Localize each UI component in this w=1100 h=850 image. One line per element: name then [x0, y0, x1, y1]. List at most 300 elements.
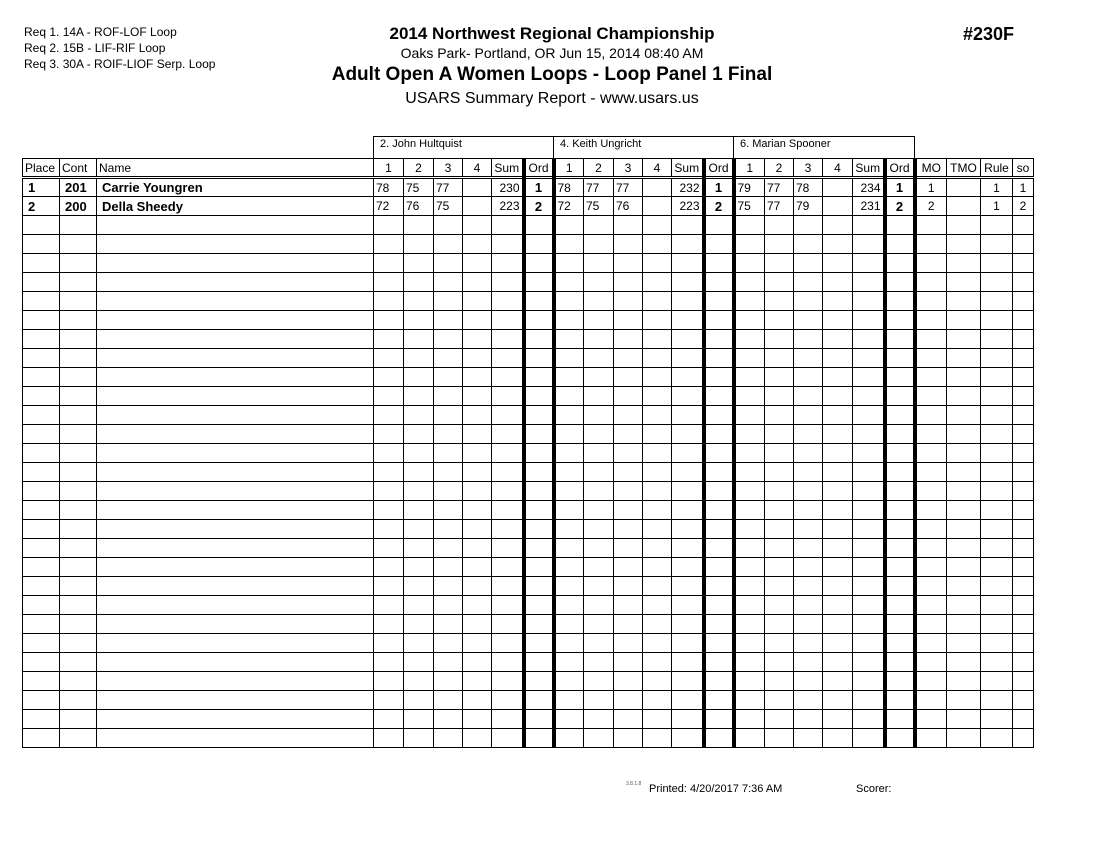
empty-cell: [823, 577, 853, 596]
col-header-j1-s3: 3: [434, 159, 463, 178]
empty-cell: [765, 463, 794, 482]
empty-cell: [947, 634, 981, 653]
mo-cell: 2: [915, 197, 947, 216]
empty-cell: [374, 463, 404, 482]
empty-cell: [765, 235, 794, 254]
empty-cell: [434, 520, 463, 539]
empty-cell: [981, 634, 1013, 653]
empty-cell: [463, 520, 492, 539]
empty-cell: [554, 634, 584, 653]
empty-cell: [404, 387, 434, 406]
empty-cell: [704, 691, 734, 710]
empty-cell: [97, 653, 374, 672]
empty-cell: [734, 406, 765, 425]
empty-cell: [672, 653, 704, 672]
empty-cell: [554, 482, 584, 501]
empty-cell: [60, 672, 97, 691]
empty-cell: [885, 273, 915, 292]
empty-cell: [915, 729, 947, 748]
empty-cell: [614, 387, 643, 406]
empty-cell: [947, 463, 981, 482]
empty-cell: [492, 273, 524, 292]
empty-cell: [584, 710, 614, 729]
j1-score2: 75: [404, 178, 434, 197]
empty-cell: [853, 368, 885, 387]
empty-cell: [794, 349, 823, 368]
empty-cell: [492, 330, 524, 349]
empty-cell: [734, 349, 765, 368]
empty-cell: [1013, 463, 1034, 482]
empty-cell: [23, 216, 60, 235]
empty-cell: [434, 273, 463, 292]
empty-table-row: [23, 501, 1034, 520]
empty-cell: [885, 311, 915, 330]
empty-cell: [1013, 444, 1034, 463]
empty-table-row: [23, 330, 1034, 349]
requirement-1: Req 1. 14A - ROF-LOF Loop: [24, 25, 177, 39]
empty-cell: [524, 387, 554, 406]
location-datetime: [0, 45, 1100, 61]
empty-cell: [947, 596, 981, 615]
empty-cell: [434, 691, 463, 710]
empty-cell: [23, 406, 60, 425]
empty-cell: [97, 444, 374, 463]
empty-table-row: [23, 349, 1034, 368]
empty-cell: [463, 273, 492, 292]
empty-table-row: [23, 634, 1034, 653]
empty-cell: [614, 254, 643, 273]
empty-cell: [492, 349, 524, 368]
empty-cell: [704, 349, 734, 368]
empty-cell: [915, 539, 947, 558]
empty-cell: [885, 729, 915, 748]
empty-cell: [672, 387, 704, 406]
empty-cell: [614, 311, 643, 330]
j1-score4: [463, 178, 492, 197]
empty-cell: [885, 577, 915, 596]
empty-cell: [643, 444, 672, 463]
empty-cell: [1013, 349, 1034, 368]
empty-cell: [981, 691, 1013, 710]
empty-cell: [734, 216, 765, 235]
empty-cell: [765, 254, 794, 273]
empty-cell: [60, 368, 97, 387]
empty-cell: [524, 672, 554, 691]
empty-cell: [794, 539, 823, 558]
empty-cell: [643, 710, 672, 729]
empty-cell: [981, 349, 1013, 368]
empty-cell: [794, 520, 823, 539]
empty-cell: [97, 615, 374, 634]
empty-cell: [584, 558, 614, 577]
empty-cell: [885, 653, 915, 672]
col-header-j2-s1: 1: [554, 159, 584, 178]
empty-cell: [374, 558, 404, 577]
empty-cell: [794, 387, 823, 406]
empty-cell: [704, 615, 734, 634]
empty-cell: [981, 387, 1013, 406]
results-table: [22, 158, 1034, 748]
empty-cell: [885, 444, 915, 463]
empty-cell: [463, 482, 492, 501]
empty-cell: [823, 463, 853, 482]
empty-cell: [60, 634, 97, 653]
empty-cell: [492, 292, 524, 311]
empty-cell: [23, 653, 60, 672]
empty-cell: [374, 577, 404, 596]
empty-cell: [584, 235, 614, 254]
empty-cell: [1013, 596, 1034, 615]
empty-cell: [885, 425, 915, 444]
empty-cell: [765, 292, 794, 311]
empty-cell: [672, 729, 704, 748]
empty-cell: [1013, 425, 1034, 444]
empty-cell: [981, 368, 1013, 387]
empty-cell: [524, 501, 554, 520]
empty-cell: [614, 596, 643, 615]
empty-cell: [672, 596, 704, 615]
empty-cell: [794, 634, 823, 653]
empty-cell: [434, 292, 463, 311]
empty-cell: [794, 406, 823, 425]
empty-cell: [672, 349, 704, 368]
empty-cell: [734, 368, 765, 387]
empty-cell: [434, 235, 463, 254]
empty-cell: [60, 463, 97, 482]
empty-cell: [404, 406, 434, 425]
empty-cell: [734, 311, 765, 330]
empty-cell: [734, 539, 765, 558]
empty-cell: [524, 368, 554, 387]
table-row: [23, 178, 1034, 197]
empty-cell: [734, 387, 765, 406]
empty-cell: [823, 615, 853, 634]
empty-cell: [765, 425, 794, 444]
empty-cell: [915, 653, 947, 672]
empty-cell: [434, 482, 463, 501]
empty-cell: [704, 482, 734, 501]
empty-cell: [492, 729, 524, 748]
empty-cell: [672, 254, 704, 273]
empty-cell: [554, 425, 584, 444]
empty-cell: [734, 729, 765, 748]
empty-cell: [97, 482, 374, 501]
empty-cell: [672, 311, 704, 330]
empty-cell: [492, 406, 524, 425]
empty-cell: [981, 330, 1013, 349]
empty-table-row: [23, 311, 1034, 330]
col-header-so: so: [1013, 159, 1034, 178]
empty-cell: [404, 254, 434, 273]
empty-cell: [1013, 691, 1034, 710]
report-name: [0, 90, 1100, 108]
empty-cell: [614, 672, 643, 691]
empty-cell: [584, 425, 614, 444]
empty-cell: [524, 729, 554, 748]
empty-cell: [374, 311, 404, 330]
empty-cell: [23, 368, 60, 387]
empty-cell: [434, 653, 463, 672]
empty-cell: [374, 539, 404, 558]
empty-cell: [554, 653, 584, 672]
empty-cell: [1013, 729, 1034, 748]
empty-cell: [672, 292, 704, 311]
j1-ord: 1: [524, 178, 554, 197]
empty-cell: [981, 254, 1013, 273]
empty-cell: [1013, 406, 1034, 425]
j3-sum: 234: [853, 178, 885, 197]
empty-cell: [60, 653, 97, 672]
empty-cell: [1013, 539, 1034, 558]
empty-cell: [554, 368, 584, 387]
empty-cell: [853, 311, 885, 330]
empty-cell: [643, 330, 672, 349]
empty-cell: [60, 444, 97, 463]
empty-cell: [853, 501, 885, 520]
empty-cell: [60, 539, 97, 558]
empty-cell: [23, 672, 60, 691]
empty-cell: [704, 463, 734, 482]
empty-cell: [374, 615, 404, 634]
empty-cell: [614, 710, 643, 729]
empty-cell: [554, 292, 584, 311]
j3-score1: 79: [734, 178, 765, 197]
empty-cell: [584, 254, 614, 273]
empty-cell: [60, 596, 97, 615]
empty-cell: [404, 330, 434, 349]
empty-cell: [60, 425, 97, 444]
empty-cell: [434, 634, 463, 653]
empty-cell: [734, 463, 765, 482]
empty-cell: [643, 254, 672, 273]
empty-cell: [981, 577, 1013, 596]
empty-cell: [823, 558, 853, 577]
empty-cell: [734, 710, 765, 729]
empty-cell: [672, 691, 704, 710]
empty-cell: [734, 330, 765, 349]
empty-cell: [734, 482, 765, 501]
empty-cell: [614, 292, 643, 311]
empty-cell: [794, 216, 823, 235]
empty-cell: [463, 216, 492, 235]
tmo-cell: [947, 197, 981, 216]
empty-cell: [614, 558, 643, 577]
empty-cell: [765, 216, 794, 235]
empty-cell: [554, 710, 584, 729]
empty-cell: [584, 406, 614, 425]
empty-cell: [60, 292, 97, 311]
empty-cell: [643, 729, 672, 748]
empty-cell: [374, 596, 404, 615]
empty-cell: [915, 691, 947, 710]
empty-cell: [524, 596, 554, 615]
empty-cell: [23, 577, 60, 596]
empty-cell: [524, 615, 554, 634]
empty-cell: [915, 406, 947, 425]
empty-cell: [794, 235, 823, 254]
empty-cell: [853, 729, 885, 748]
empty-cell: [704, 520, 734, 539]
empty-cell: [60, 729, 97, 748]
empty-cell: [97, 577, 374, 596]
empty-cell: [915, 501, 947, 520]
empty-cell: [97, 368, 374, 387]
empty-table-row: [23, 216, 1034, 235]
empty-cell: [643, 653, 672, 672]
empty-cell: [823, 330, 853, 349]
empty-cell: [463, 292, 492, 311]
printed-timestamp: Printed: 4/20/2017 7:36 AM: [649, 783, 783, 795]
empty-cell: [60, 710, 97, 729]
empty-cell: [885, 235, 915, 254]
empty-cell: [614, 330, 643, 349]
cont-cell: 200: [60, 197, 97, 216]
empty-cell: [584, 216, 614, 235]
empty-cell: [614, 444, 643, 463]
empty-cell: [374, 444, 404, 463]
empty-cell: [374, 349, 404, 368]
empty-cell: [404, 653, 434, 672]
empty-cell: [374, 520, 404, 539]
empty-cell: [947, 311, 981, 330]
empty-cell: [463, 235, 492, 254]
empty-cell: [97, 273, 374, 292]
empty-cell: [823, 349, 853, 368]
empty-cell: [584, 292, 614, 311]
table-row: [23, 197, 1034, 216]
empty-cell: [584, 311, 614, 330]
empty-cell: [23, 273, 60, 292]
empty-cell: [672, 672, 704, 691]
empty-cell: [434, 311, 463, 330]
empty-cell: [823, 368, 853, 387]
empty-cell: [492, 653, 524, 672]
empty-cell: [765, 710, 794, 729]
empty-table-row: [23, 577, 1034, 596]
empty-cell: [60, 273, 97, 292]
empty-cell: [524, 463, 554, 482]
empty-cell: [672, 425, 704, 444]
empty-table-row: [23, 235, 1034, 254]
empty-cell: [584, 539, 614, 558]
empty-cell: [492, 596, 524, 615]
empty-cell: [434, 729, 463, 748]
empty-cell: [915, 311, 947, 330]
j1-ord: 2: [524, 197, 554, 216]
empty-cell: [885, 406, 915, 425]
empty-table-row: [23, 558, 1034, 577]
empty-cell: [614, 273, 643, 292]
empty-cell: [765, 577, 794, 596]
empty-cell: [794, 577, 823, 596]
empty-table-row: [23, 653, 1034, 672]
empty-cell: [794, 425, 823, 444]
empty-cell: [23, 520, 60, 539]
empty-cell: [947, 292, 981, 311]
empty-cell: [434, 539, 463, 558]
empty-cell: [947, 216, 981, 235]
j3-score4: [823, 197, 853, 216]
empty-cell: [765, 368, 794, 387]
empty-cell: [794, 463, 823, 482]
empty-cell: [794, 273, 823, 292]
empty-cell: [492, 672, 524, 691]
empty-cell: [643, 539, 672, 558]
empty-cell: [97, 235, 374, 254]
empty-cell: [765, 273, 794, 292]
empty-cell: [524, 482, 554, 501]
so-cell: 1: [1013, 178, 1034, 197]
judge-header-1: 2. John Hultquist: [373, 136, 554, 158]
empty-cell: [463, 444, 492, 463]
empty-cell: [584, 729, 614, 748]
empty-cell: [434, 330, 463, 349]
empty-cell: [981, 729, 1013, 748]
empty-cell: [765, 482, 794, 501]
empty-cell: [554, 330, 584, 349]
empty-cell: [853, 558, 885, 577]
empty-cell: [524, 235, 554, 254]
empty-cell: [823, 501, 853, 520]
empty-cell: [823, 444, 853, 463]
empty-cell: [981, 292, 1013, 311]
empty-cell: [60, 349, 97, 368]
empty-cell: [915, 463, 947, 482]
empty-cell: [23, 425, 60, 444]
empty-cell: [885, 672, 915, 691]
empty-cell: [672, 216, 704, 235]
empty-cell: [823, 710, 853, 729]
empty-cell: [704, 729, 734, 748]
j2-sum: 232: [672, 178, 704, 197]
empty-cell: [794, 672, 823, 691]
empty-cell: [434, 387, 463, 406]
empty-table-row: [23, 254, 1034, 273]
empty-cell: [794, 330, 823, 349]
empty-cell: [524, 520, 554, 539]
empty-cell: [981, 653, 1013, 672]
empty-cell: [554, 615, 584, 634]
empty-cell: [492, 691, 524, 710]
empty-cell: [404, 482, 434, 501]
empty-cell: [554, 235, 584, 254]
empty-cell: [947, 235, 981, 254]
empty-cell: [672, 634, 704, 653]
empty-cell: [915, 330, 947, 349]
empty-cell: [704, 406, 734, 425]
empty-cell: [554, 254, 584, 273]
empty-cell: [23, 482, 60, 501]
empty-cell: [643, 216, 672, 235]
empty-cell: [524, 216, 554, 235]
col-header-j3-s2: 2: [765, 159, 794, 178]
empty-cell: [60, 216, 97, 235]
empty-cell: [765, 558, 794, 577]
empty-cell: [885, 615, 915, 634]
empty-cell: [374, 406, 404, 425]
empty-cell: [97, 501, 374, 520]
empty-cell: [1013, 710, 1034, 729]
empty-cell: [885, 634, 915, 653]
empty-cell: [492, 501, 524, 520]
empty-cell: [463, 368, 492, 387]
requirement-3: Req 3. 30A - ROIF-LIOF Serp. Loop: [24, 57, 216, 71]
empty-cell: [947, 653, 981, 672]
empty-cell: [885, 216, 915, 235]
empty-cell: [885, 330, 915, 349]
empty-cell: [584, 691, 614, 710]
empty-cell: [734, 577, 765, 596]
